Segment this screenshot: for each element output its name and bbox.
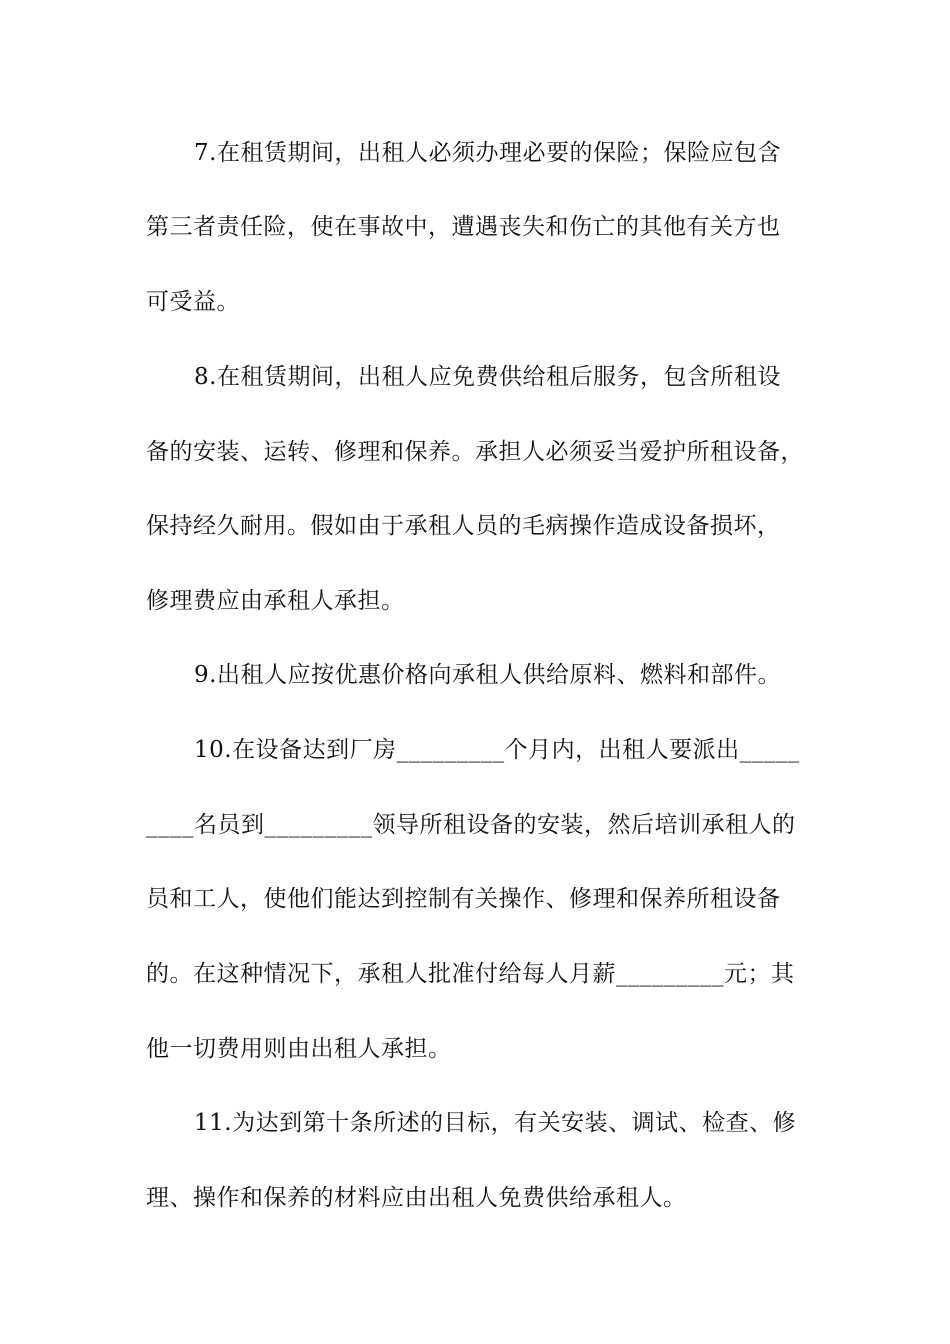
clause-7-line-2: 第三者责任险，使在事故中，遭遇丧失和伤亡的其他有关方也	[146, 214, 781, 240]
clause-10-line-3: 员和工人，使他们能达到控制有关操作、修理和保养所租设备	[146, 886, 781, 912]
clause-7-line-1: 7.在租赁期间，出租人必须办理必要的保险；保险应包含	[194, 140, 781, 166]
clause-10-line-2: ____名员到_________领导所租设备的安装，然后培训承租人的	[146, 812, 796, 838]
clause-9-line-1: 9.出租人应按优惠价格向承租人供给原料、燃料和部件。	[194, 662, 781, 688]
clause-10-line-4: 的。在这种情况下，承租人批准付给每人月薪_________元；其	[146, 961, 795, 987]
clause-8-line-1: 8.在租赁期间，出租人应免费供给租后服务，包含所租设	[194, 364, 781, 390]
clause-8-line-4: 修理费应由承租人承担。	[146, 588, 405, 614]
clause-11-line-2: 理、操作和保养的材料应由出租人免费供给承租人。	[146, 1185, 687, 1211]
clause-8-line-2: 备的安装、运转、修理和保养。承担人必须妥当爱护所租设备，	[146, 439, 804, 465]
clause-8-line-3: 保持经久耐用。假如由于承租人员的毛病操作造成设备损坏，	[146, 513, 781, 539]
clause-10-line-5: 他一切费用则由出租人承担。	[146, 1036, 452, 1062]
clause-11-line-1: 11.为达到第十条所述的目标，有关安装、调试、检查、修	[194, 1110, 797, 1136]
clause-7-line-3: 可受益。	[146, 289, 240, 315]
clause-10-line-1: 10.在设备达到厂房_________个月内，出租人要派出_____	[194, 737, 800, 763]
